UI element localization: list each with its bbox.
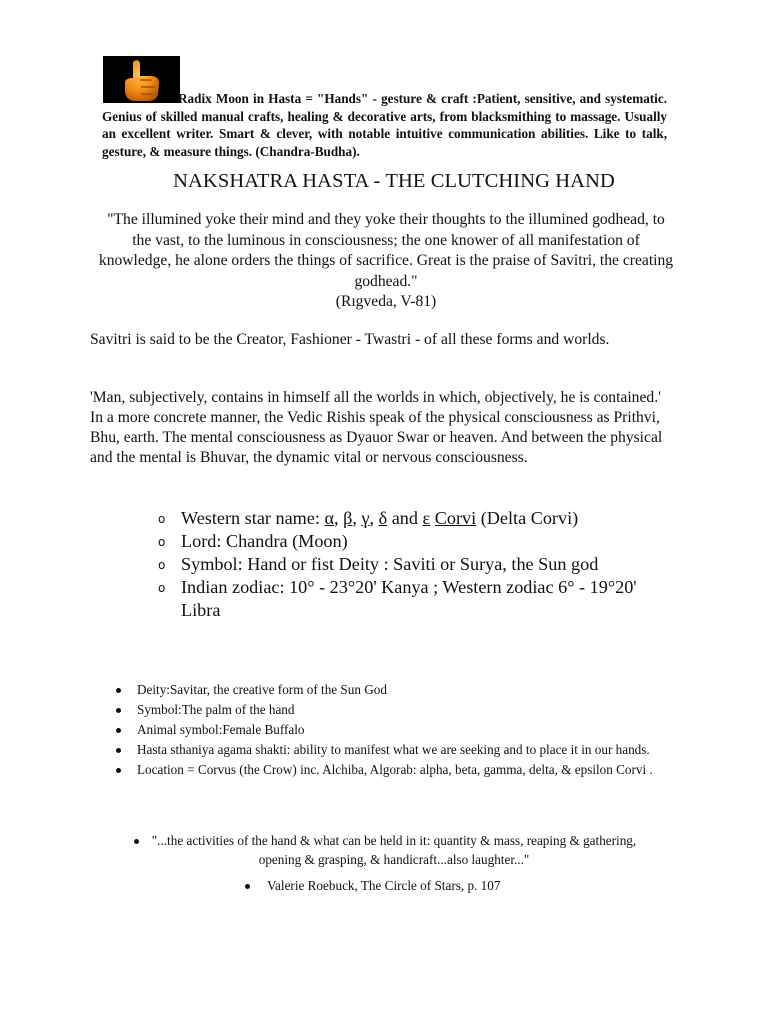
bullet-icon	[245, 884, 250, 889]
list-item: Deity:Savitar, the creative form of the Sun God	[116, 680, 661, 700]
list-item: o Indian zodiac: 10° - 23°20' Kanya ; Western zodiac 6° - 19°20' Libra	[158, 577, 637, 620]
page-title: NAKSHATRA HASTA - THE CLUTCHING HAND	[173, 170, 615, 192]
list-item: Symbol:The palm of the hand	[116, 700, 661, 720]
bullet-icon	[134, 839, 139, 844]
bullet-icon: o	[158, 558, 166, 572]
citation: Valerie Roebuck, The Circle of Stars, p. 107	[245, 876, 500, 895]
bullet-icon	[116, 688, 121, 693]
rigveda-quote	[96, 210, 676, 313]
quote-text: "The illumined yoke their mind and they yoke their thoughts to the illumined godhead, to the vast, to the luminous in consciousness; the one knower of all manifestation of knowledge, he alone orders the things of sacrifice. Great is the praise of Savitri, the creating godhead."	[98, 211, 674, 290]
bullet-icon	[116, 768, 121, 773]
quote-source: (Rıgveda, V-81)	[335, 293, 437, 310]
bullet-icon	[116, 708, 121, 713]
alpha-link[interactable]: α	[324, 508, 335, 528]
list-item: Hasta sthaniya agama shakti: ability to manifest what we are seeking and to place it in our hands.	[116, 740, 661, 760]
star-facts-list	[158, 507, 678, 622]
man-paragraph: 'Man, subjectively, contains in himself all the worlds in which, objectively, he is contained.' In a more concrete manner, the Vedic Rishis speak of the physical consciousness as Prithvi, Bhu, earth. The mental consciousness as Dyauor Swar or heaven. And between the physical and the mental is Bhuvar, the dynamic vital or nervous consciousness.	[90, 389, 663, 466]
savitri-paragraph: Savitri is said to be the Creator, Fashioner - Twastri - of all these forms and worlds.	[90, 331, 610, 348]
list-item: o Symbol: Hand or fist Deity : Saviti or Surya, the Sun god	[158, 553, 678, 576]
list-item: o Western star name: α, β, γ, δ and ε Corvi (Delta Corvi)	[158, 507, 678, 530]
list-item: Location = Corvus (the Crow) inc. Alchiba, Algorab: alpha, beta, gamma, delta, & epsilon Corvi .	[116, 760, 661, 780]
intro-paragraph: Radix Moon in Hasta = "Hands" - gesture & craft :Patient, sensitive, and systematic. Genius of skilled manual crafts, healing & decorative arts, from blacksmithing to massage. Usually an excellent writer. Smart & clever, with notable intuitive communication abilities. Like to talk, gesture, & measure things. (Chandra-Budha).	[102, 91, 667, 159]
beta-link[interactable]: β	[343, 508, 353, 528]
delta-link[interactable]: δ	[378, 508, 388, 528]
gamma-link[interactable]: γ	[361, 508, 370, 528]
list-item: o Lord: Chandra (Moon)	[158, 530, 678, 553]
list-item: Animal symbol:Female Buffalo	[116, 720, 661, 740]
bullet-icon: o	[158, 581, 166, 595]
corvi-link[interactable]: Corvi	[434, 508, 477, 528]
bullet-icon: o	[158, 512, 166, 526]
bullet-icon: o	[158, 535, 166, 549]
bullet-icon	[116, 748, 121, 753]
epsilon-link[interactable]: ε	[422, 508, 431, 528]
attributes-list	[116, 680, 661, 780]
roebuck-quote: "...the activities of the hand & what can be held in it: quantity & mass, reaping & gathering, opening & grasping, & handicraft...also laughter..."	[134, 831, 654, 869]
bullet-icon	[116, 728, 121, 733]
